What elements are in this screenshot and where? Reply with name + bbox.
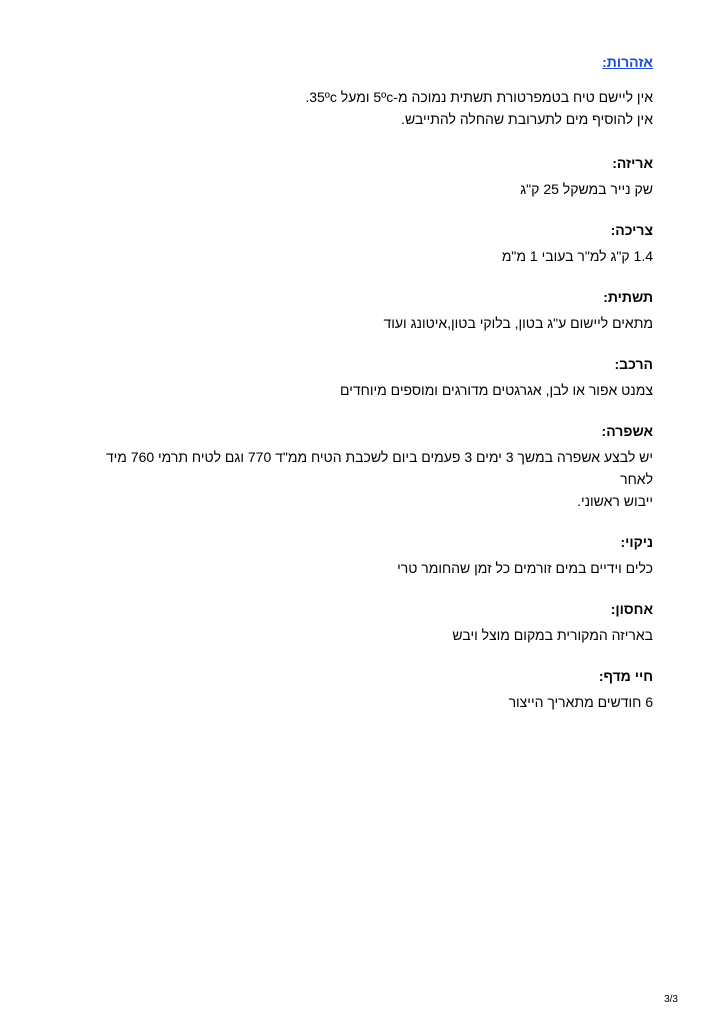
section-consumption xyxy=(70,221,653,267)
warnings-line-1: אין ליישם טיח בטמפרטורת תשתית נמוכה מ-5ºc ומעל 35ºc. xyxy=(305,89,653,105)
warnings-heading-text: אזהרות: xyxy=(602,54,653,70)
section-composition xyxy=(70,355,653,401)
curing-line-2: ייבוש ראשוני. xyxy=(577,493,653,509)
curing-line-1: יש לבצע אשפרה במשך 3 ימים 3 פעמים ביום לשכבת הטיח ממ"ד 770 וגם לטיח תרמי 760 מיד לאחר xyxy=(105,449,653,487)
section-warnings xyxy=(70,53,653,130)
section-packaging xyxy=(70,154,653,200)
shelf-life-heading: חיי מדף: xyxy=(598,668,653,684)
composition-heading: הרכב: xyxy=(614,356,653,372)
document-body xyxy=(70,53,653,734)
section-substrate xyxy=(70,288,653,334)
cleaning-line-1: כלים וידיים במים זורמים כל זמן שהחומר טרי xyxy=(397,560,653,576)
page-number: 3/3 xyxy=(664,994,678,1005)
curing-heading: אשפרה: xyxy=(601,423,653,439)
storage-heading: אחסון: xyxy=(610,601,653,617)
packaging-line-1: שק נייר במשקל 25 ק"ג xyxy=(520,181,653,197)
section-cleaning xyxy=(70,533,653,579)
consumption-heading: צריכה: xyxy=(610,222,653,238)
warnings-heading-link[interactable] xyxy=(70,53,653,71)
consumption-line-1: 1.4 ק"ג למ"ר בעובי 1 מ"מ xyxy=(501,248,653,264)
section-storage xyxy=(70,600,653,646)
composition-line-1: צמנט אפור או לבן, אגרגטים מדורגים ומוספים מיוחדים xyxy=(340,382,653,398)
substrate-line-1: מתאים ליישום ע"ג בטון, בלוקי בטון,איטונג ועוד xyxy=(383,315,653,331)
section-curing xyxy=(70,422,653,512)
warnings-line-2: אין להוסיף מים לתערובת שהחלה להתייבש. xyxy=(401,111,653,127)
packaging-heading: אריזה: xyxy=(612,155,653,171)
cleaning-heading: ניקוי: xyxy=(620,534,653,550)
shelf-life-line-1: 6 חודשים מתאריך הייצור xyxy=(508,694,653,710)
storage-line-1: באריזה המקורית במקום מוצל ויבש xyxy=(452,627,653,643)
section-shelf-life xyxy=(70,667,653,713)
substrate-heading: תשתית: xyxy=(603,289,653,305)
